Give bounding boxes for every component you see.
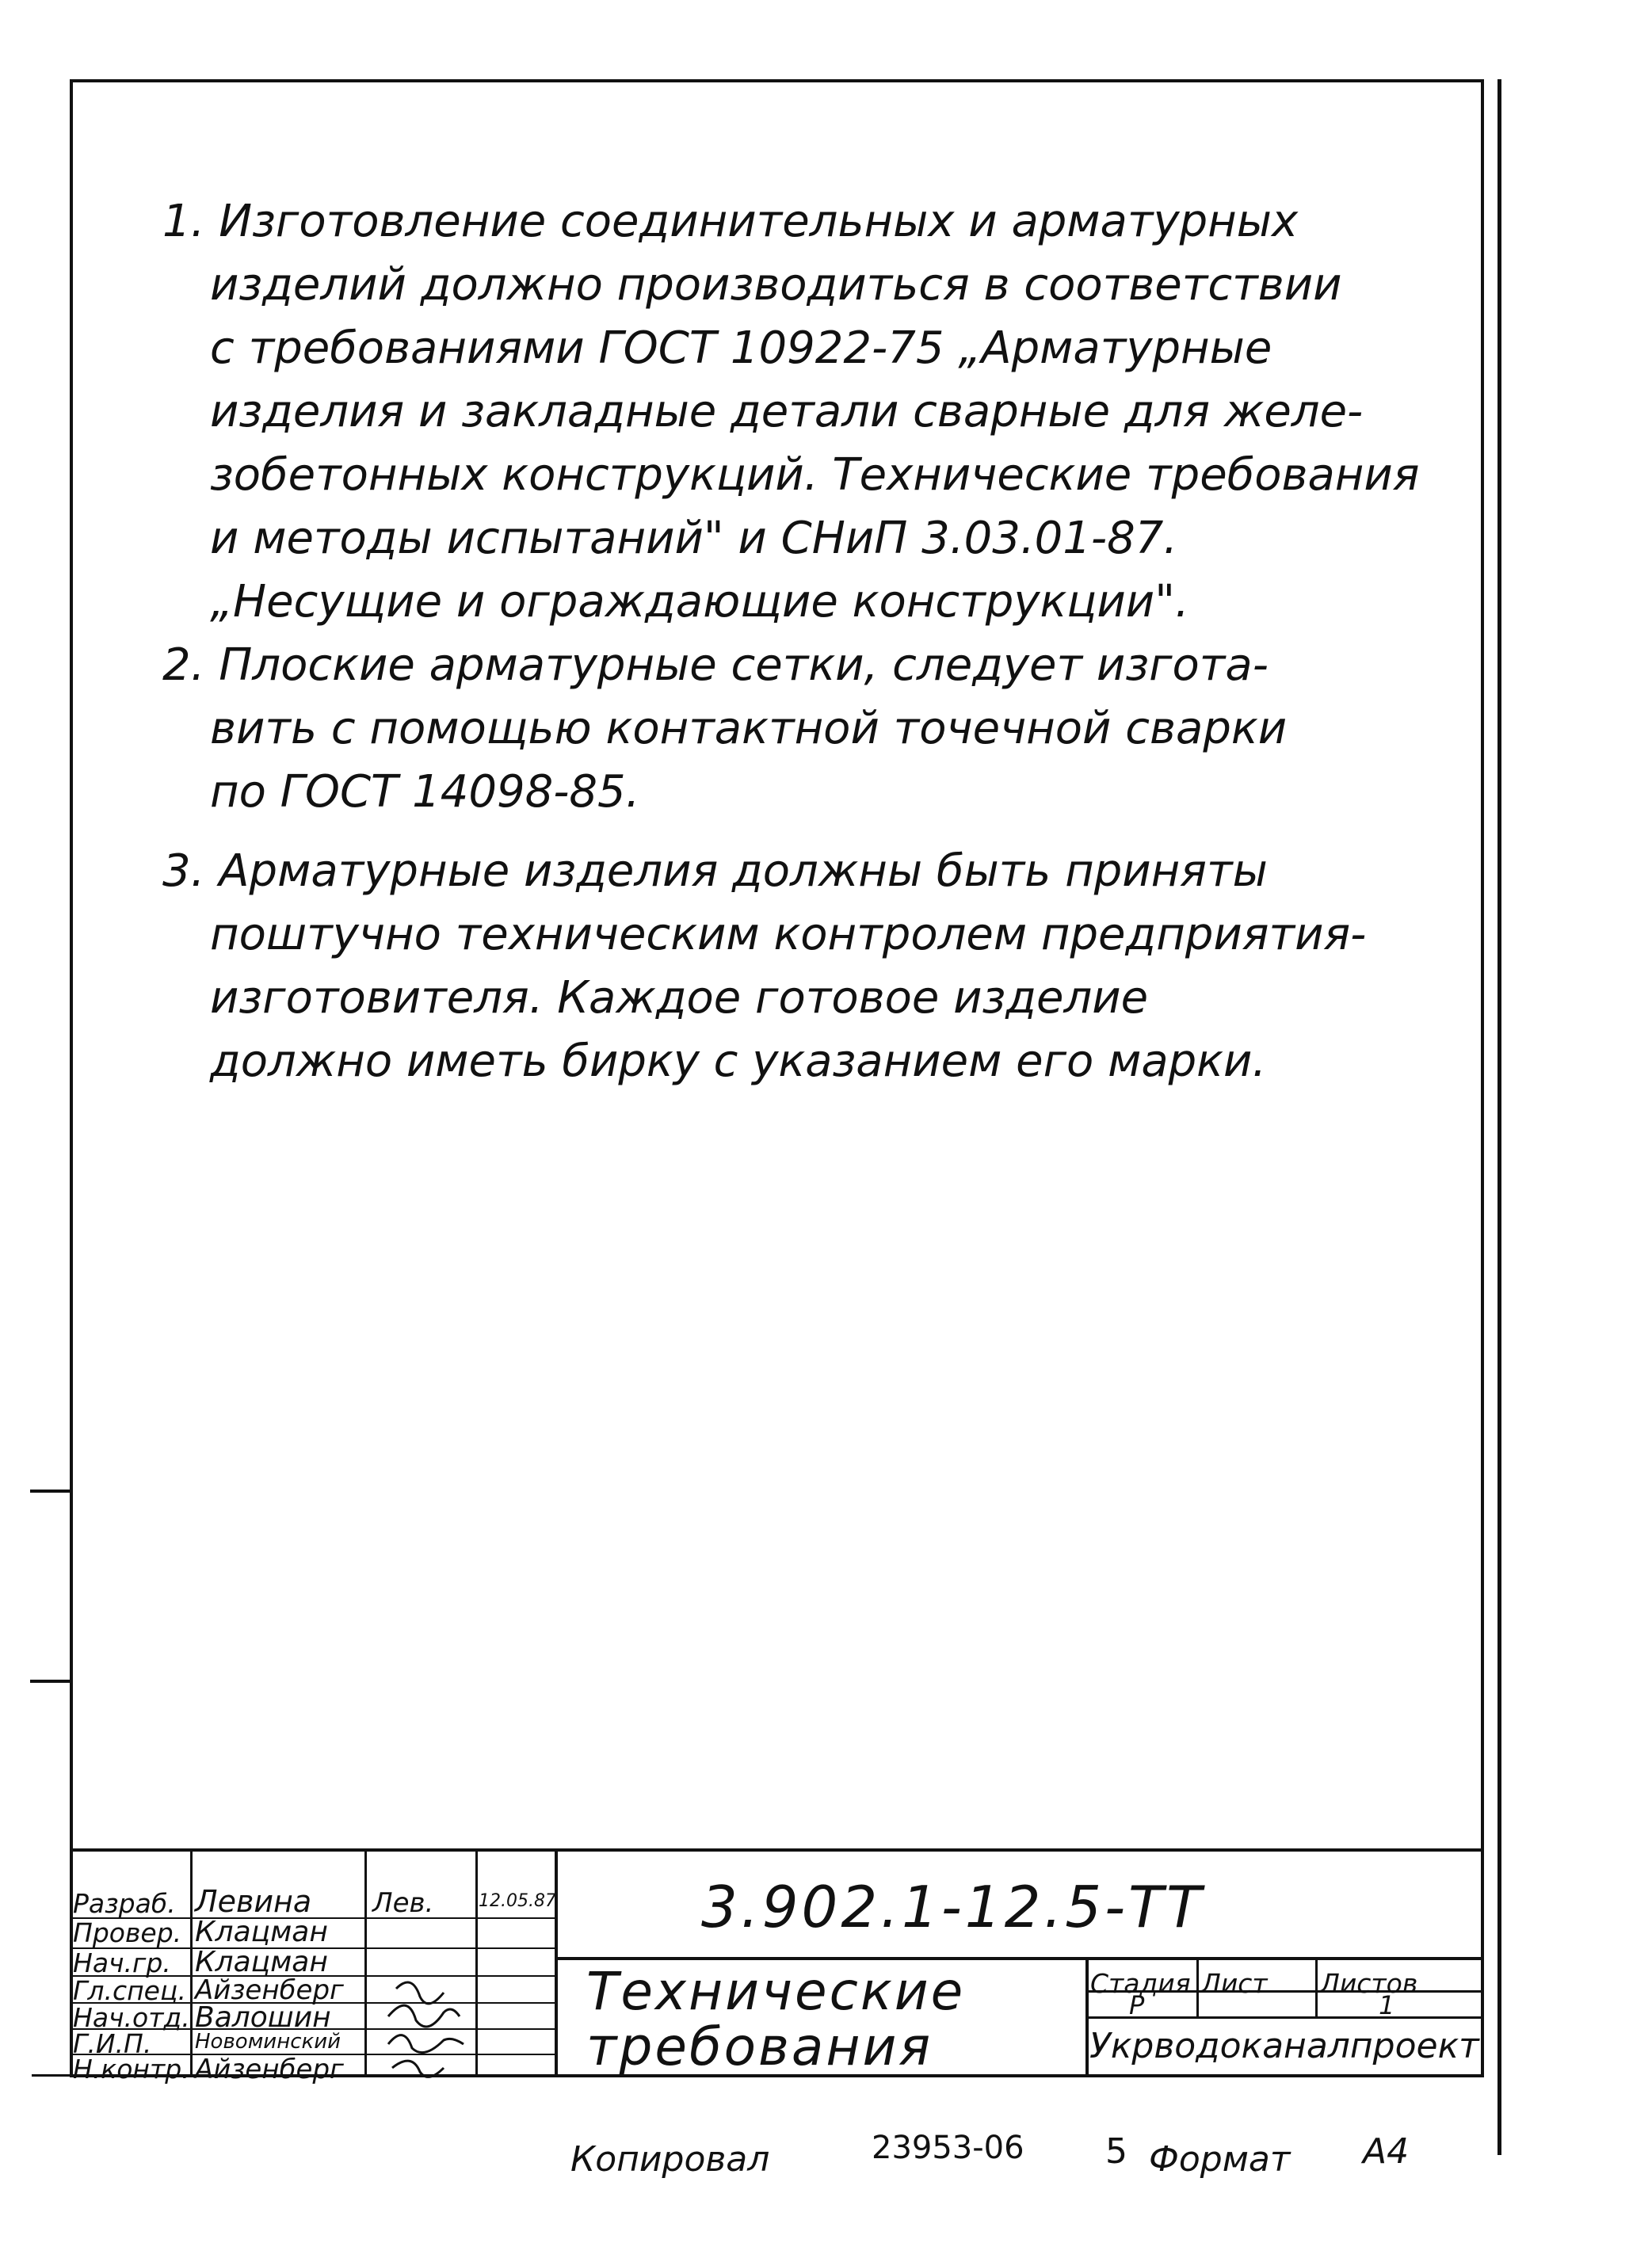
format-value: А4 [1363, 2131, 1410, 2172]
sheet-number: 5 [1105, 2131, 1127, 2172]
note-2 [162, 634, 1446, 824]
role-dept-head: Нач.отд. [73, 2002, 190, 2033]
binding-tick [30, 1490, 71, 1493]
sheets-value: 1 [1379, 1990, 1395, 2020]
tb-divider [1315, 1957, 1318, 2018]
note-line: изделий должно производиться в соответствии [210, 259, 1342, 311]
name-norm-control: Айзенберг [195, 2054, 344, 2085]
stage-value: Р [1129, 1990, 1145, 2020]
note-line: должно иметь бирку с указанием его марки. [210, 1036, 1267, 1087]
document-title-line1: Технические [586, 1961, 966, 2022]
format-label: Формат [1149, 2139, 1291, 2180]
name-group-head: Клацман [195, 1946, 328, 1978]
sheet-header: Лист [1201, 1968, 1268, 1999]
technical-notes [162, 190, 1446, 1093]
note-line: по ГОСТ 14098-85. [210, 766, 640, 818]
tb-divider [555, 1850, 558, 2077]
name-checker: Клацман [195, 1916, 328, 1948]
note-line: „Несущие и ограждающие конструкции". [210, 576, 1189, 627]
date-developer: 12.05.87 [479, 1891, 556, 1911]
document-title-line2: требования [586, 2016, 933, 2077]
document-code: 3.902.1-12.5-ТТ [701, 1874, 1205, 1940]
note-line: вить с помощью контактной точечной сварки [210, 703, 1288, 754]
role-chief-engineer: Г.И.П. [73, 2028, 152, 2059]
signature-developer: Лев. [372, 1887, 434, 1919]
organization-name: Укрводоканалпроект [1089, 2026, 1479, 2066]
note-line: зобетонных конструкций. Технические требования [210, 449, 1420, 501]
note-line: 1. Изготовление соединительных и арматурных [162, 196, 1299, 247]
order-number: 23953-06 [872, 2130, 1024, 2166]
tb-divider [1196, 1957, 1199, 2018]
copied-label: Копировал [570, 2139, 770, 2180]
note-line: изделия и закладные детали сварные для желе- [210, 386, 1364, 437]
name-chief-engineer: Новоминский [195, 2030, 341, 2054]
bottom-tick [32, 2074, 71, 2077]
note-line: 2. Плоские арматурные сетки, следует изгота- [162, 639, 1269, 691]
note-1 [162, 190, 1446, 634]
name-developer: Левина [195, 1884, 312, 1919]
role-checker: Провер. [73, 1917, 182, 1948]
role-chief-specialist: Гл.спец. [73, 1975, 186, 2006]
stage-header: Стадия [1090, 1968, 1191, 1999]
role-group-head: Нач.гр. [73, 1947, 171, 1978]
note-line: изготовителя. Каждое готовое изделие [210, 972, 1149, 1024]
note-line: поштучно техническим контролем предприятия- [210, 909, 1367, 960]
tb-row [1085, 2016, 1484, 2019]
role-developer: Разраб. [73, 1888, 176, 1919]
sheets-header: Листов [1320, 1968, 1418, 1999]
signatures-image [372, 1957, 483, 2084]
note-line: и методы испытаний" и СНиП 3.03.01-87. [210, 513, 1178, 564]
tb-divider [190, 1850, 193, 2077]
name-dept-head: Валошин [195, 2001, 331, 2034]
binding-tick [30, 1680, 71, 1683]
note-line: 3. Арматурные изделия должны быть приняты [162, 845, 1268, 897]
tb-border [70, 1848, 1484, 1852]
role-norm-control: Н.контр. [73, 2054, 190, 2085]
tb-row [555, 1957, 1484, 1960]
tb-divider [364, 1850, 367, 2077]
note-3 [162, 840, 1446, 1093]
right-margin-rule [1497, 79, 1501, 2155]
name-chief-specialist: Айзенберг [195, 1974, 344, 2006]
note-line: с требованиями ГОСТ 10922-75 „Арматурные [210, 322, 1272, 374]
